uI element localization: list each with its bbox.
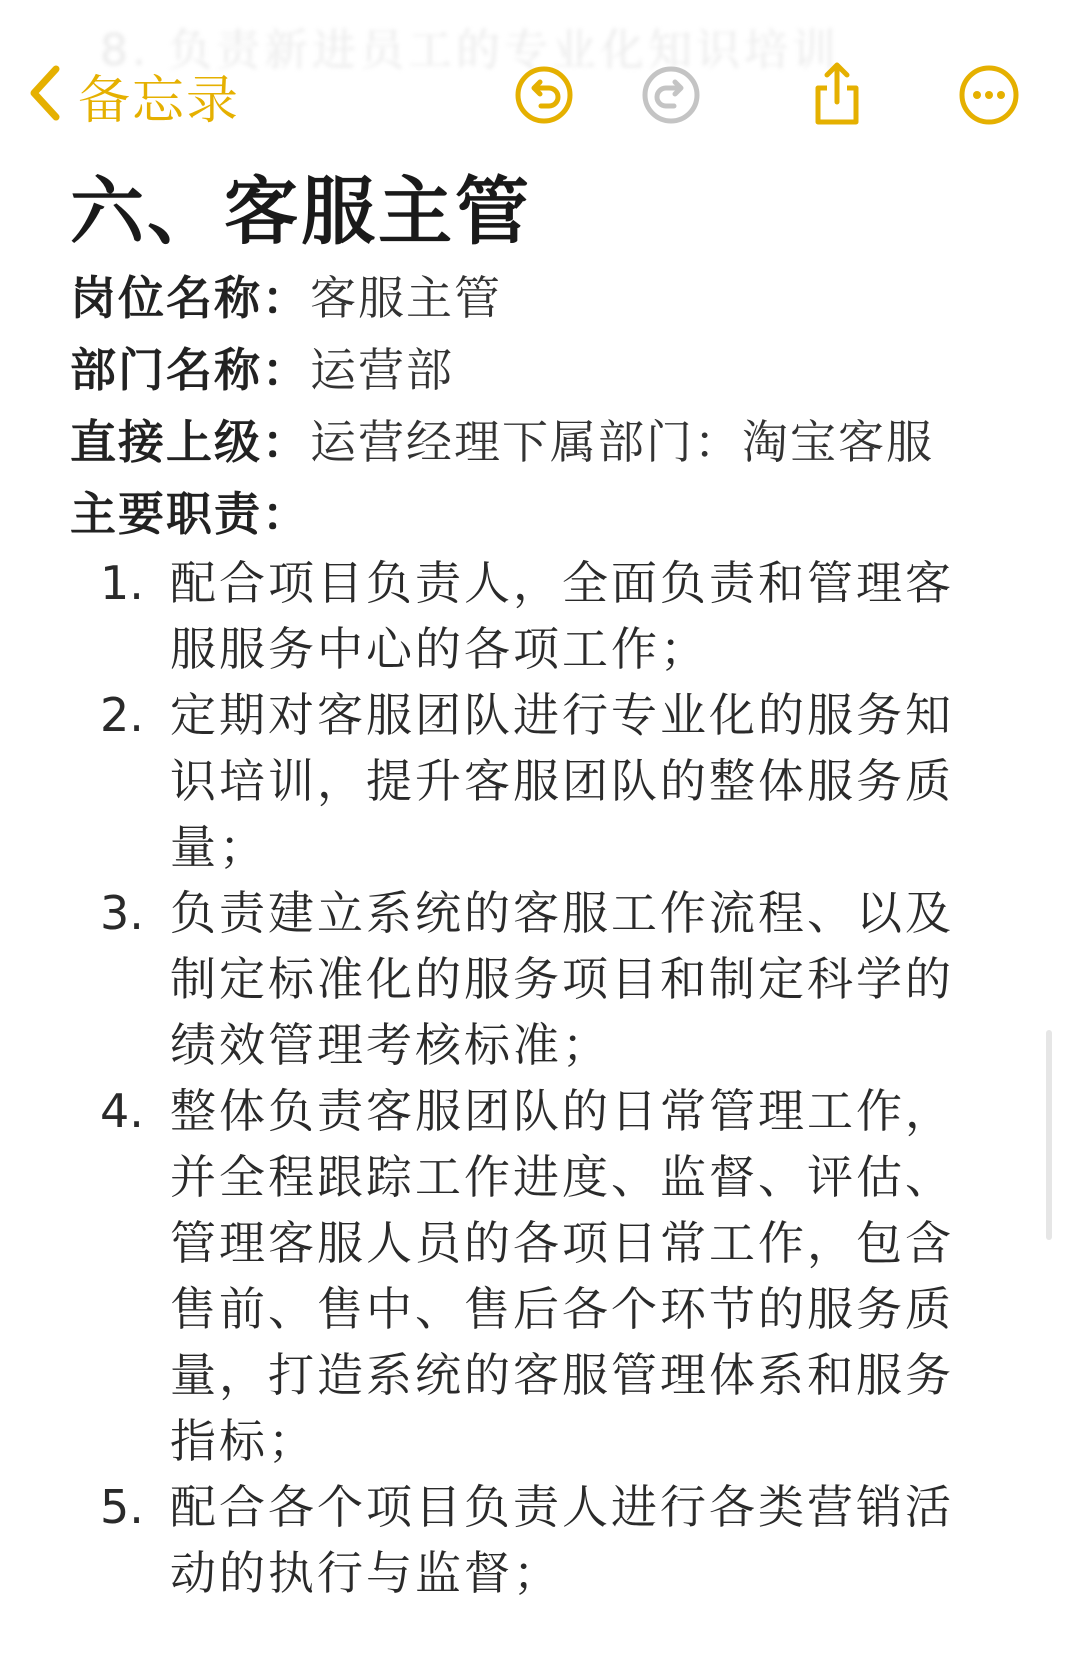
note-title: 六、客服主管 [70, 169, 532, 255]
more-button[interactable] [952, 58, 1026, 132]
redo-button[interactable] [634, 58, 708, 132]
duty-item [70, 1474, 970, 1606]
back-label: 备忘录 [78, 70, 241, 131]
duty-item [70, 880, 970, 1078]
duty-text: 配合项目负责人，全面负责和管理客服服务中心的各项工作； [170, 556, 954, 676]
note-body[interactable] [70, 162, 970, 1606]
undo-icon [507, 58, 581, 132]
field-direct-supervisor [70, 406, 970, 478]
field-label: 岗位名称： [70, 271, 310, 325]
duty-text: 定期对客服团队进行专业化的服务知识培训，提升客服团队的整体服务质量； [170, 688, 954, 874]
duties-heading: 主要职责： [70, 487, 310, 541]
duty-number: 2. [100, 688, 144, 742]
field-label: 直接上级： [70, 415, 310, 469]
duty-number: 3. [100, 886, 144, 940]
field-value: 客服主管 [310, 271, 502, 325]
duty-text: 负责建立系统的客服工作流程、以及制定标准化的服务项目和制定科学的绩效管理考核标准； [170, 886, 954, 1072]
duty-number: 5. [100, 1480, 144, 1534]
share-icon [800, 58, 874, 132]
back-button[interactable] [24, 58, 240, 132]
duty-number: 1. [100, 556, 144, 610]
field-value: 运营部 [310, 343, 454, 397]
scroll-indicator[interactable] [1046, 1030, 1052, 1240]
duty-text: 配合各个项目负责人进行各类营销活动的执行与监督； [170, 1480, 954, 1600]
field-position-name [70, 262, 970, 334]
duty-item [70, 1078, 970, 1474]
more-icon [952, 58, 1026, 132]
duty-item [70, 550, 970, 682]
duty-number: 4. [100, 1084, 144, 1138]
navigation-bar [0, 50, 1080, 140]
duty-text: 整体负责客服团队的日常管理工作，并全程跟踪工作进度、监督、评估、管理客服人员的各项日常工作，包含售前、售中、售后各个环节的服务质量，打造系统的客服管理体系和服务指标； [170, 1084, 954, 1468]
chevron-left-icon [24, 63, 66, 127]
field-label: 部门名称： [70, 343, 310, 397]
share-button[interactable] [800, 58, 874, 132]
redo-icon [634, 58, 708, 132]
field-value: 运营经理下属部门：淘宝客服 [310, 415, 934, 469]
scrolled-text-fragment: 8. 负责新进员工的专业化知识培训 [100, 25, 840, 76]
duties-list [70, 550, 970, 1606]
undo-button[interactable] [507, 58, 581, 132]
duty-item [70, 682, 970, 880]
field-department-name [70, 334, 970, 406]
